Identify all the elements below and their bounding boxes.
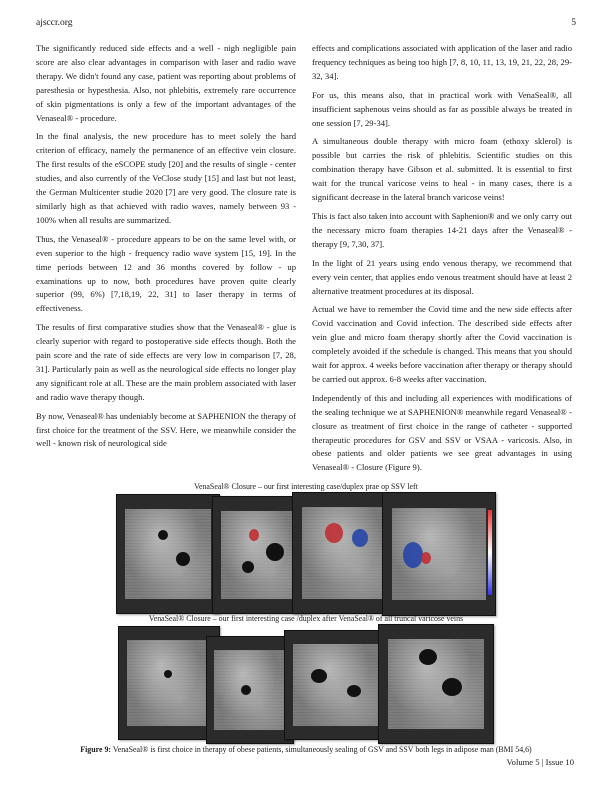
figure-caption-text: VenaSeal® is first choice in therapy of obese patients, simultaneously sealing of GSV and SSV both legs in adipose man (BMI 54,6): [112, 745, 532, 754]
ultrasound-image: [284, 630, 390, 740]
ultrasound-image: [116, 494, 220, 614]
ultrasound-image: [206, 636, 294, 744]
page-number: 5: [571, 18, 576, 28]
ultrasound-image: [382, 492, 496, 616]
paragraph: Independently of this and including all experiences with modifications of the sealing technique we at SAPHENION® meanwhile regard Venaseal® - closure as treatment of first choice in the range of catheter - supported therapeutic procedures for GSV and SSV or VSAA - varicosis. Also, in obese patients and older patients we see great advantages in using Venaseal® - Closure (Figure 9).: [312, 392, 572, 473]
figure-caption-bottom: VenaSeal® Closure – our first interesting case /duplex after VenaSeal® of all truncal varicose veins: [148, 614, 464, 623]
paragraph: This is fact also taken into account with Saphenion® and we only carry out the necessary micro foam therapies 14-21 days after the Venaseal® - therapy [9, 7,30, 37].: [312, 210, 572, 249]
figure-label: Figure 9:: [80, 745, 112, 754]
ultrasound-image: [118, 626, 220, 740]
journal-name: ajsccr.org: [36, 18, 73, 28]
paragraph: In the final analysis, the new procedure has to meet solely the hard criterion of efficacy, namely the permanence of an effective vein closure. The first results of the eSCOPE study [20] and the results of single - center studies, and also currently of the VeClose study [15] and last but not least, the German Multicenter studie 2020 [7] are very good. The closure rate is similarly high as that achieved with radio waves, namely between 93 - 100% when all results are summarized.: [36, 131, 296, 225]
left-column: [36, 42, 296, 456]
paragraph: The results of first comparative studies show that the Venaseal® - glue is clearly superior with regard to postoperative side effects though. Both the pain score and the rate of side effects are very low in comparison [7, 28, 31]. Particularly pain as well as the neurological side effects no longer play any significant role at all. These are the main problem associated with laser and radio wave therapy though.: [36, 322, 296, 402]
ultrasound-image: [378, 624, 494, 744]
right-column: [312, 42, 572, 480]
paragraph: The significantly reduced side effects and a well - nigh negligible pain score are also clear advantages in comparison with laser and radio wave therapy. We didn't found any case, patient was reporting about problems of paresthesia or hypesthesia. Also, not phlebitis, extremely rare occurrence of skin pigmentations is only a few of the important advantages of the Venaseal® - procedure.: [36, 43, 296, 123]
figure-caption: [0, 745, 612, 754]
paragraph: effects and complications associated with application of the laser and radio frequency techniques as being too high [7, 8, 10, 11, 13, 19, 21, 22, 28, 29-32, 34].: [312, 43, 572, 81]
paragraph: By now, Venaseal® has undeniably become at SAPHENION the therapy of first choice for the treatment of the SSV. Here, we meanwhile consider the well - known risk of neurological side: [36, 410, 296, 449]
figure-caption-top: VenaSeal® Closure – our first interesting case/duplex prae op SSV left: [194, 482, 418, 491]
paragraph: A simultaneous double therapy with micro foam (ethoxy sklerol) is possible but carries the risk of phlebitis. Scientific studies on this combination therapy have Gibson et al. submitted. It is essential to first wait for the truncal varicose veins to heal - in many cases, there is a significant decrease in the lateral branch varicose veins!: [312, 136, 572, 203]
paragraph: Thus, the Venaseal® - procedure appears to be on the same level with, or even superior to the high - frequency radio wave system [15, 19]. In the time periods between 12 and 36 months covered by follow - up examinations up to now, both procedures have proven quite clearly superior (99, 6%) [7,18,19, 22, 31] to laser therapy in terms of effectiveness.: [36, 233, 296, 314]
paragraph: In the light of 21 years using endo venous therapy, we recommend that every vein center, that applies endo venous treatment should have at least 2 alternative treatment procedures at its disposal.: [312, 257, 572, 296]
paragraph: For us, this means also, that in practical work with VenaSeal®, all insufficient saphenous veins should as far as possible always be treated in one session [7, 29-34].: [312, 89, 572, 128]
volume-issue: Volume 5 | Issue 10: [506, 757, 574, 767]
paragraph: Actual we have to remember the Covid time and the new side effects after Covid vaccination and Covid infection. The described side effects after vein glue and micro foam therapy shortly after the Covid vaccination is completely avoided if the schedule is changed. This means that you should wait for approx. 4 weeks before vaccination after therapy or therapy should be carried out approx. 6-8 weeks after vaccination.: [312, 304, 572, 384]
